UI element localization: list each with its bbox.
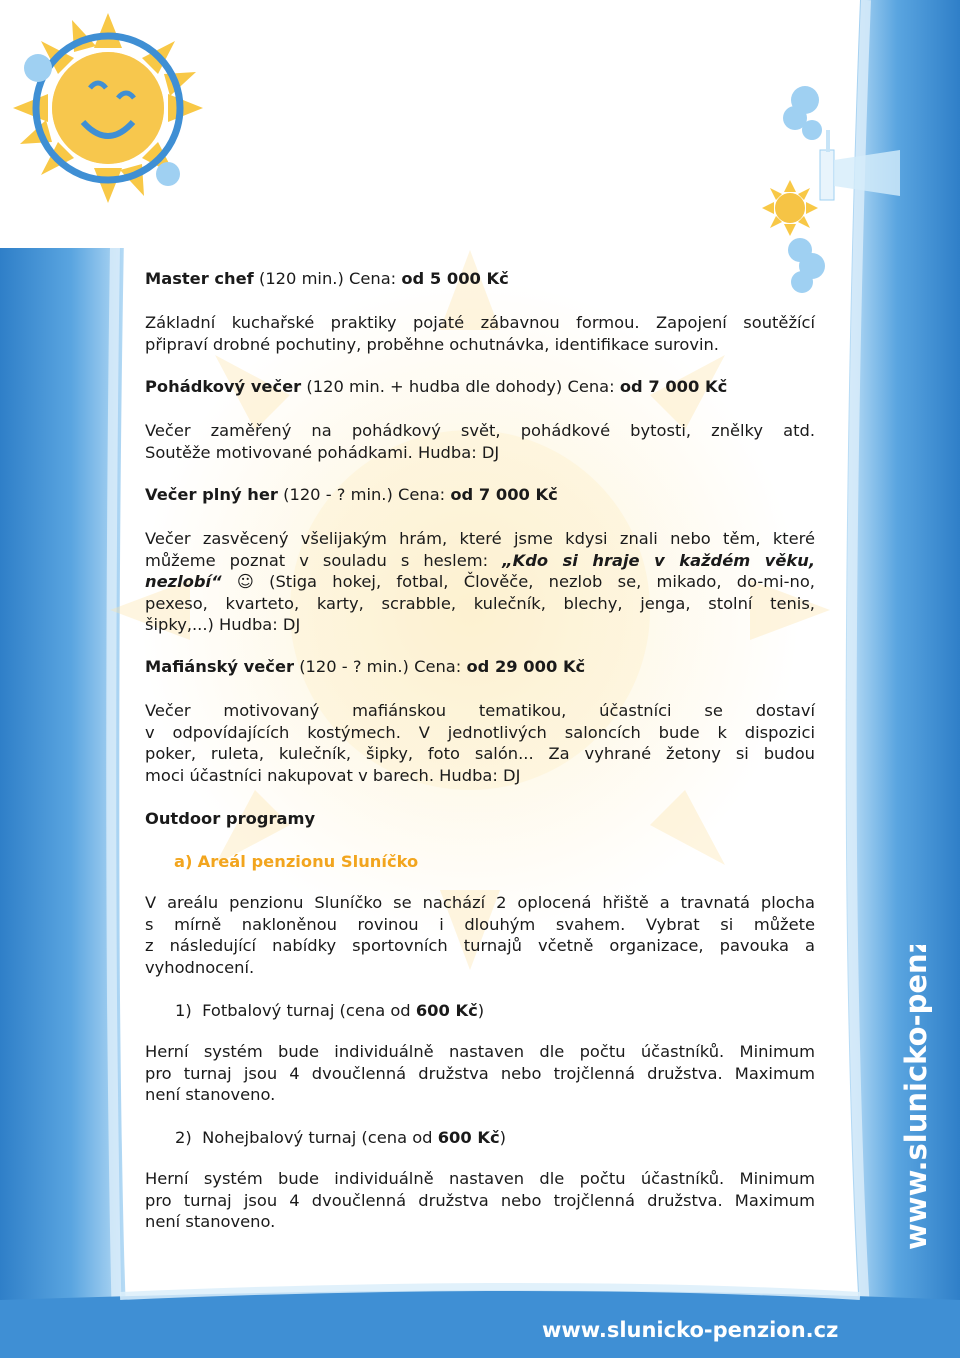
bottom-website-text: www.slunicko-penzion.cz (542, 1318, 839, 1342)
vertical-website-url (866, 945, 956, 1255)
tournament-label: Nohejbalový turnaj (cena od (202, 1128, 438, 1147)
fairy-tale-description (145, 420, 815, 463)
vertical-website-text: www.slunicko-penzion.cz (899, 945, 933, 1250)
fairy-tale-duration: (120 min. + hudba dle dohody) (306, 377, 563, 396)
tournament-number: 1) (175, 1001, 192, 1020)
games-evening-price-label: Cena: (398, 485, 446, 504)
outdoor-intro-line: V areálu penzionu Sluníčko se nachází 2 oplocená hřiště a travnatá plocha (145, 893, 815, 912)
tournament-close: ) (477, 1001, 485, 1020)
bottom-website-url (540, 1312, 860, 1346)
mafia-evening-price-label: Cena: (414, 657, 462, 676)
outdoor-subheading-text: Areál penzionu Sluníčko (197, 852, 419, 871)
fairy-tale-desc-line: Večer zaměřený na pohádkový svět, pohádkové bytosti, znělky atd. (145, 421, 815, 440)
games-motto-end: nezlobí“ (145, 572, 222, 591)
outdoor-intro-line: s mírně nakloněnou rovinou i dlouhým svahem. Vybrat si můžete (145, 914, 815, 934)
outdoor-intro (145, 892, 815, 978)
mafia-evening-price: od 29 000 Kč (466, 657, 586, 676)
games-evening-price: od 7 000 Kč (450, 485, 558, 504)
tournament-desc-line: pro turnaj jsou 4 dvoučlenná družstva nebo trojčlenná družstva. Maximum (145, 1063, 815, 1083)
games-motto: „Kdo si hraje v každém věku, (502, 550, 815, 570)
master-chef-duration: (120 min.) (258, 269, 344, 288)
outdoor-intro-line: z následující nabídky sportovních turnajů včetně organizace, pavouka a (145, 936, 815, 955)
fairy-tale-title: Pohádkový večer (145, 377, 302, 396)
games-desc-line: pexeso, kvarteto, karty, scrabble, kulečník, blechy, jenga, stolní tenis, (145, 593, 815, 613)
master-chef-title: Master chef (145, 269, 254, 288)
tournament-label: Fotbalový turnaj (cena od (202, 1001, 416, 1020)
mafia-evening-description (145, 700, 815, 786)
sun-logo (13, 13, 203, 203)
master-chef-description (145, 312, 815, 355)
tournament-desc-line: Herní systém bude individuálně nastaven dle počtu účastníků. Minimum (145, 1042, 815, 1061)
games-list: (Stiga hokej, fotbal, Člověče, nezlob se, mikado, do-mi-no, (269, 572, 815, 591)
fairy-tale-price-label: Cena: (567, 377, 615, 396)
tournament-desc-line: Herní systém bude individuálně nastaven dle počtu účastníků. Minimum (145, 1169, 815, 1188)
tournament-price: 600 Kč (437, 1128, 500, 1147)
mafia-desc-line: v odpovídajících kostýmech. V jednotlivých saloncích bude k dispozici (145, 722, 815, 742)
mafia-evening-title: Mafiánský večer (145, 657, 295, 676)
games-evening-duration: (120 - ? min.) (283, 485, 393, 504)
tournament-desc-line: není stanoveno. (145, 1085, 276, 1104)
tournament-1-description (145, 1041, 815, 1106)
master-chef-heading (145, 268, 815, 290)
games-desc-line (145, 571, 815, 593)
tournament-item-1 (175, 1000, 845, 1022)
mafia-evening-heading (145, 656, 815, 678)
smiley-icon: ☺ (236, 572, 254, 591)
tournament-close: ) (499, 1128, 506, 1147)
tournament-2-description (145, 1168, 815, 1233)
master-chef-desc-line: Základní kuchařské praktiky pojaté zábavnou formou. Zapojení soutěžící (145, 313, 815, 332)
tournament-desc-line: pro turnaj jsou 4 dvoučlenná družstva nebo trojčlenná družstva. Maximum (145, 1190, 815, 1210)
games-evening-heading (145, 484, 815, 506)
outdoor-subheading (174, 851, 844, 873)
master-chef-price-label: Cena: (349, 269, 397, 288)
mafia-desc-line: moci účastníci nakupovat v barech. Hudba: DJ (145, 765, 521, 785)
tournament-desc-line: není stanoveno. (145, 1212, 276, 1231)
mafia-desc-line: Večer motivovaný mafiánskou tematikou, účastníci se dostaví (145, 701, 815, 720)
mafia-evening-duration: (120 - ? min.) (299, 657, 409, 676)
mafia-desc-line: poker, ruleta, kulečník, šipky, foto salón... Za vyhrané žetony si budou (145, 744, 815, 763)
games-motto-intro: můžeme poznat v souladu s heslem: (145, 550, 503, 570)
master-chef-desc-line: připraví drobné pochutiny, proběhne ochutnávka, identifikace surovin. (145, 334, 719, 354)
tournament-number: 2) (175, 1128, 192, 1147)
games-desc-line (145, 550, 815, 572)
fairy-tale-price: od 7 000 Kč (619, 377, 728, 396)
tournament-item-2 (175, 1127, 845, 1149)
games-desc-line: šipky,...) Hudba: DJ (145, 615, 301, 634)
fairy-tale-heading (145, 376, 815, 398)
games-evening-title: Večer plný her (145, 485, 278, 504)
outdoor-heading: Outdoor programy (145, 809, 316, 828)
master-chef-price: od 5 000 Kč (401, 269, 509, 288)
outdoor-intro-line: vyhodnocení. (145, 957, 255, 977)
games-evening-description (145, 528, 815, 636)
fairy-tale-desc-line: Soutěže motivované pohádkami. Hudba: DJ (145, 442, 500, 462)
tournament-price: 600 Kč (415, 1001, 478, 1020)
outdoor-subheading-marker: a) (174, 852, 193, 871)
games-desc-line: Večer zasvěcený všelijakým hrám, které jsme kdysi znali nebo těm, které (145, 529, 815, 548)
